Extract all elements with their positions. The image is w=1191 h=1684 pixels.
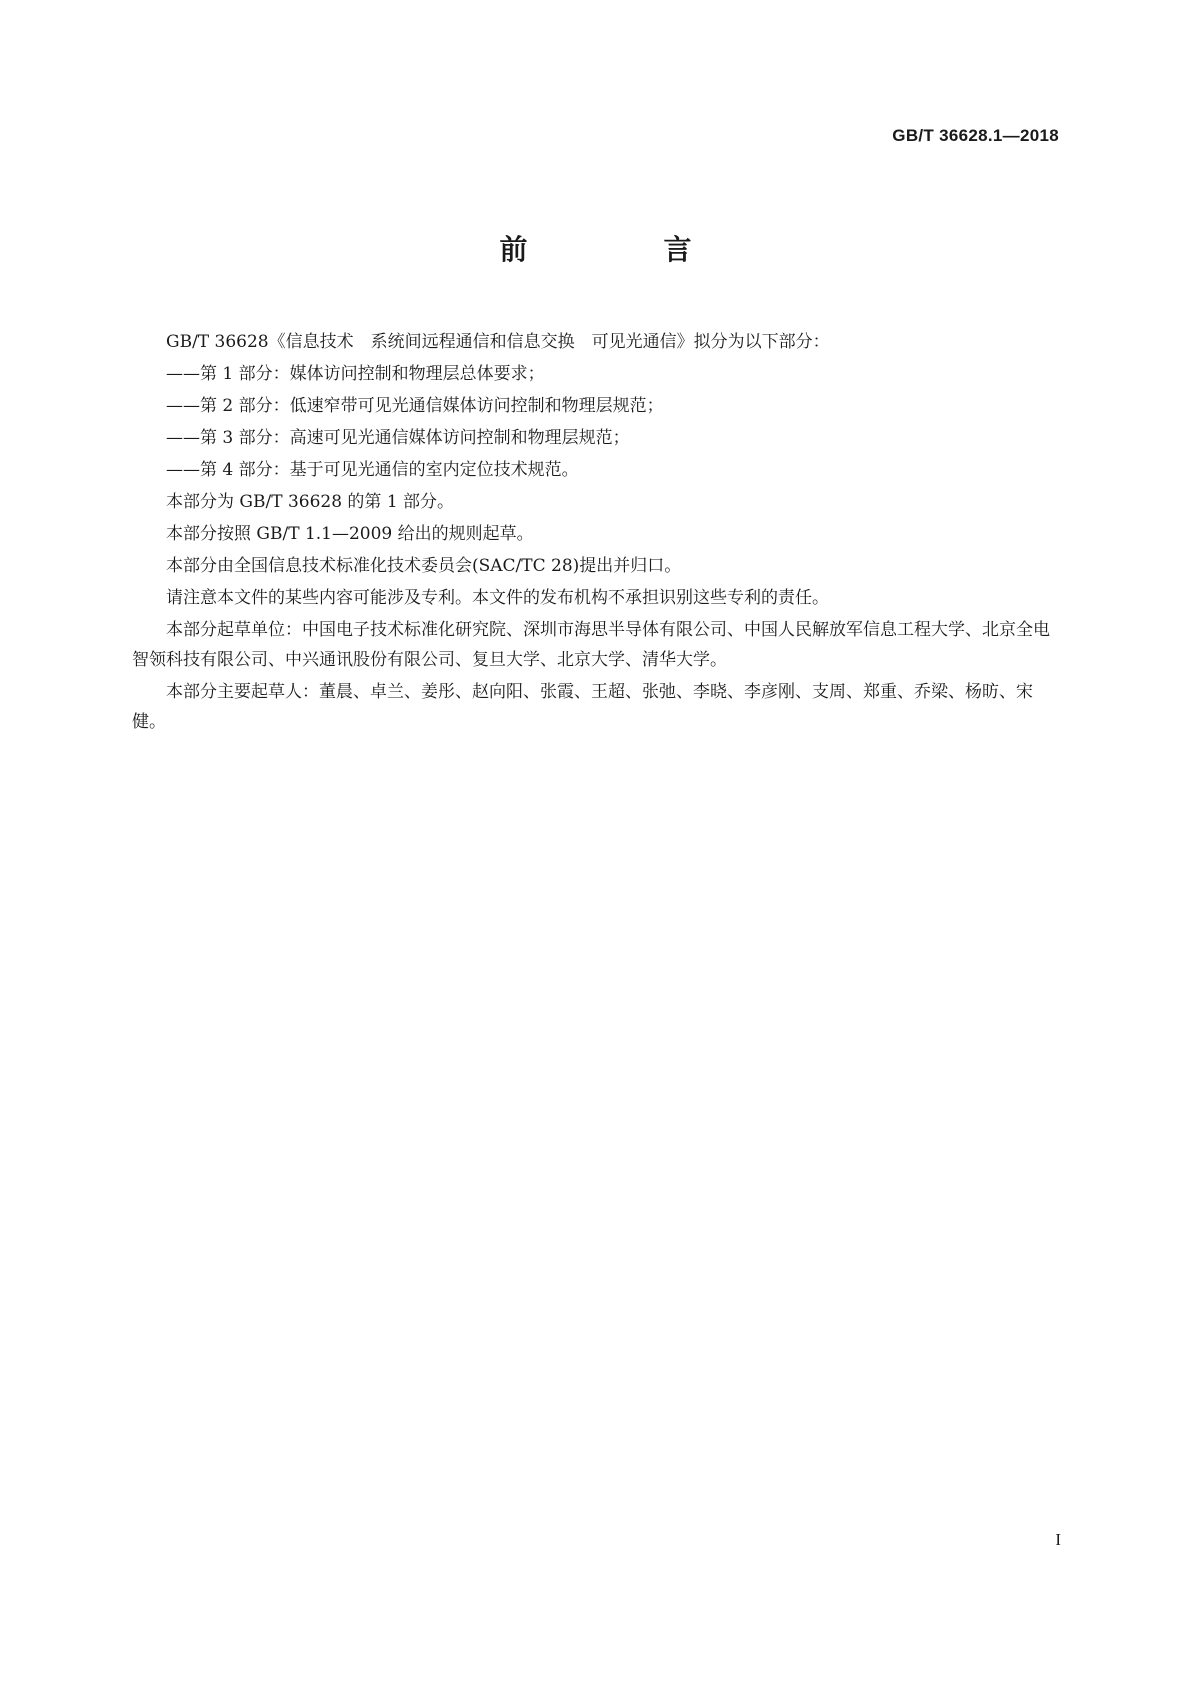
document-code: GB/T 36628.1—2018: [892, 126, 1059, 145]
paragraph-drafters: 本部分主要起草人：董晨、卓兰、姜彤、赵向阳、张霞、王超、张弛、李晓、李彦刚、支周、郑重、乔梁、杨昉、宋健。: [132, 682, 1033, 732]
paragraph-drafting-units: 本部分起草单位：中国电子技术标准化研究院、深圳市海思半导体有限公司、中国人民解放军信息工程大学、北京全电智领科技有限公司、中兴通讯股份有限公司、复旦大学、北京大学、清华大学。: [132, 620, 1050, 670]
paragraph-patent-notice: 请注意本文件的某些内容可能涉及专利。本文件的发布机构不承担识别这些专利的责任。: [166, 588, 829, 608]
page-number: I: [1055, 1530, 1061, 1549]
list-item-part-1: ——第 1 部分：媒体访问控制和物理层总体要求；: [166, 364, 545, 384]
foreword-body: [132, 327, 1060, 739]
paragraph-committee: 本部分由全国信息技术标准化技术委员会(SAC/TC 28)提出并归口。: [166, 556, 682, 576]
paragraph-intro: GB/T 36628《信息技术 系统间远程通信和信息交换 可见光通信》拟分为以下部分：: [166, 332, 830, 352]
list-item-part-3: ——第 3 部分：高速可见光通信媒体访问控制和物理层规范；: [166, 428, 630, 448]
page-title: 前 言: [499, 233, 746, 266]
list-item-part-2: ——第 2 部分：低速窄带可见光通信媒体访问控制和物理层规范；: [166, 396, 664, 416]
paragraph-drafting-rules: 本部分按照 GB/T 1.1—2009 给出的规则起草。: [166, 524, 534, 544]
paragraph-part-statement: 本部分为 GB/T 36628 的第 1 部分。: [166, 492, 455, 512]
list-item-part-4: ——第 4 部分：基于可见光通信的室内定位技术规范。: [166, 460, 579, 480]
